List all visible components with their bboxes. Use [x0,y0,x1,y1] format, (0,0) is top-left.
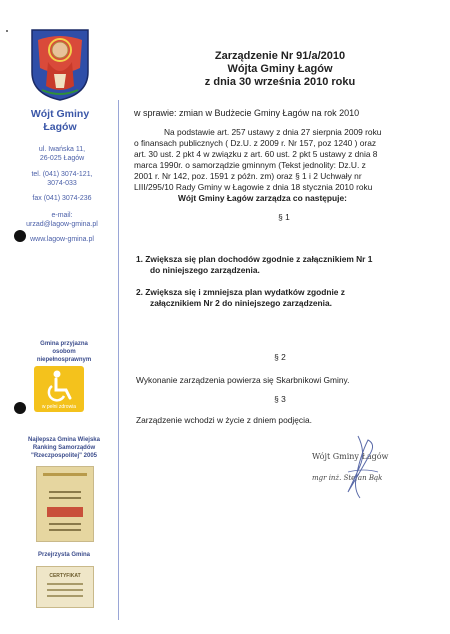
legal-basis [134,127,434,193]
legal-basis-line4: marca 1990r. o samorządzie gminnym (Tekst jednolity: Dz.U. z [134,160,366,170]
subject-line: w sprawie: zmian w Budżecie Gminy Łagów na rok 2010 [134,108,360,118]
office-name [10,108,110,134]
wheelchair-badge [34,366,84,412]
office-name-line1: Wójt Gminy [30,108,90,120]
badge-ranking-label-line1: Najlepsza Gmina Wiejska [28,437,100,443]
ranking-certificate-image [36,466,94,542]
certificate-title: CERTYFIKAT [49,573,81,579]
transparency-certificate-image [36,566,94,608]
legal-basis-line2: o finansach publicznych ( Dz.U. z 2009 r. Nr 157, poz 1240 ) oraz [134,138,377,148]
email-address[interactable]: urzad@lagow-gmina.pl [26,221,98,228]
legal-basis-line5: 2001 r. Nr 142, poz. 1591 z późn. zm) oraz § 1 i 2 Uchwały nr [134,171,362,181]
badge-accessible-label [14,340,114,364]
badge-accessible-label-line1: Gmina przyjazna [40,341,88,347]
badge-accessible-label-line2: osobom [52,349,76,355]
telephone [12,170,112,188]
badge-ranking-label-line3: "Rzeczpospolitej" 2005 [30,453,98,459]
badge-transparent-label: Przejrzysta Gmina [37,552,91,558]
item-1 [136,254,436,276]
address-line1: ul. Iwańska 11, [38,146,86,153]
legal-basis-line3: art. 30 ust. 2 pkt 4 w związku z art. 60 ust. 2 pkt 5 ustawy z dnia 8 [134,149,378,159]
handwritten-signature-icon [330,432,390,504]
website-link[interactable]: www.lagow-gmina.pl [30,236,94,243]
office-name-line2: Łagów [43,121,77,133]
section-3-heading: § 3 [274,394,286,404]
binder-hole-bottom [14,402,26,414]
badge-ranking-label-line2: Ranking Samorządów [32,445,96,451]
item-1-line2: do niniejszego zarządzenia. [150,265,260,275]
signature-block [300,448,420,508]
legal-basis-line6: LIII/295/10 Rady Gminy w Łagowie z dnia 18 stycznia 2010 roku [134,182,373,192]
item-2-line1: 2. Zwiększa się i zmniejsza plan wydatków zgodnie z [136,287,345,297]
address-line2: 26-025 Łagów [39,155,85,162]
legal-basis-line1: Na podstawie art. 257 ustawy z dnia 27 sierpnia 2009 roku [164,127,382,137]
execution-clause: Wykonanie zarządzenia powierza się Skarbnikowi Gminy. [136,375,350,385]
badge-accessible-label-line3: niepełnosprawnym [36,357,92,363]
badge-ranking-label [14,436,114,460]
wheelchair-icon [34,366,84,406]
title-line1: Zarządzenie Nr 91/a/2010 [214,50,346,62]
title-line3: z dnia 30 września 2010 roku [204,76,356,88]
section-2-heading: § 2 [274,352,286,362]
email-label: e-mail: [51,212,73,219]
signature-stamp-line1: Wójt Gminy Łagów [312,452,389,461]
signature-stamp-line2: mgr inż. Stefan Bąk [312,474,383,482]
item-1-line1: 1. Zwiększa się plan dochodów zgodnie z załącznikiem Nr 1 [136,254,373,264]
effective-clause: Zarządzenie wchodzi w życie z dniem podjęcia. [136,415,312,425]
letterhead-sidebar [0,0,118,634]
address [12,145,112,163]
wheelchair-badge-caption: w pełni zdrowia [41,404,77,410]
fax: fax (041) 3074-236 [32,195,92,202]
telephone-line2: 3074-033 [47,180,77,187]
document-title [150,50,410,89]
coat-of-arms-icon [30,28,90,102]
title-line2: Wójta Gminy Łagów [227,63,333,75]
telephone-line1: tel. (041) 3074-121, [31,171,93,178]
email-block [12,211,112,229]
item-2-line2: załącznikiem Nr 2 do niniejszego zarządzenia. [150,298,332,308]
decree-statement: Wójt Gminy Łagów zarządza co następuje: [178,193,347,203]
sidebar-divider [118,100,119,620]
item-2 [136,287,436,309]
section-1-heading: § 1 [278,212,290,222]
